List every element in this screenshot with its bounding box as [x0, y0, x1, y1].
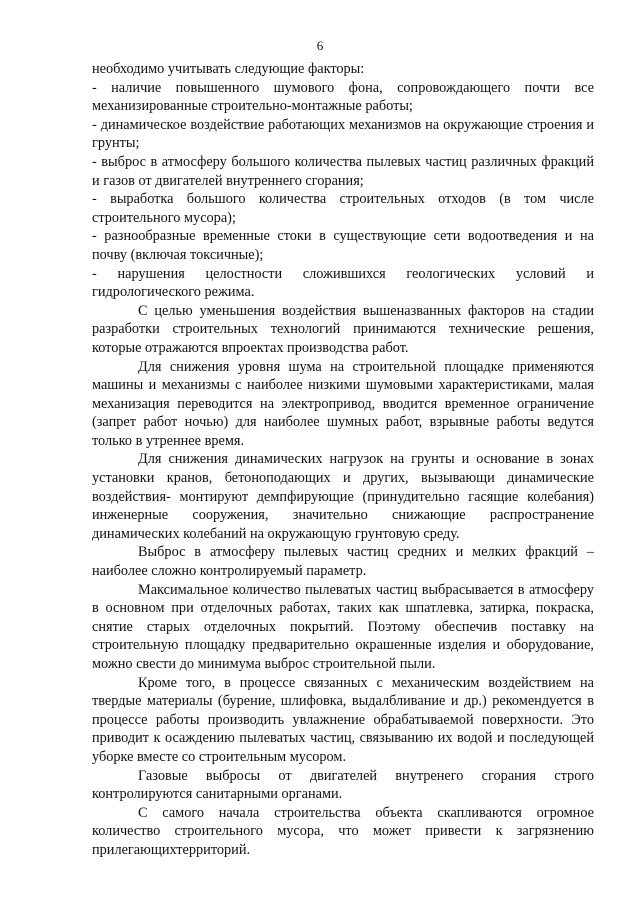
paragraph-finishing-works: Максимальное количество пылеватых частиц выбрасывается в атмосферу в основном при отделочных работах, таких как шпатлевка, затирка, покраска, снятие старых отделочных покрытий. Поэтому обеспечив поставку на строительную площадку предварительно окрашенные изделия и оборудование, можно свести до минимума выброс строительной пыли. — [92, 581, 594, 672]
list-item-construction-waste: - выработка большого количества строительных отходов (в том числе строительного мусора); — [92, 191, 594, 226]
paragraph-gas-emissions: Газовые выбросы от двигателей внутренего сгорания строго контролируются санитарными органами. — [92, 767, 594, 803]
paragraph-intro: необходимо учитывать следующие факторы: — [92, 61, 365, 77]
paragraph-dust-parameter: Выброс в атмосферу пылевых частиц средних и мелких фракций – наиболее сложно контролируемый параметр. — [92, 544, 594, 580]
paragraph-waste-accumulation: С самого начала строительства объекта скапливаются огромное количество строительного мусора, что может привести к загрязнению прилегающихтерриторий. — [92, 804, 594, 858]
body-text — [92, 60, 594, 860]
page-number: 6 — [316, 38, 324, 53]
paragraph-technology-decisions: С целью уменьшения воздействия вышеназванных факторов на стадии разработки строительных технологий принимаются технические решения, которые отражаются впроектах производства работ. — [92, 302, 594, 356]
list-item-geological-disruption: - нарушения целостности сложившихся геологических условий и гидрологического режима. — [92, 265, 594, 301]
list-item-noise: - наличие повышенного шумового фона, сопровождающего почти все механизированные строительно-монтажные работы; — [92, 79, 594, 115]
paragraph-dynamic-loads: Для снижения динамических нагрузок на грунты и основание в зонах установки кранов, бетоноподающих и других, вызывающи динамические воздействия- монтируют демпфирующие (принудительно гасящие колебания) инженерные сооружения, значительно снижающие распространение динамических колебаний на окружающую грунтовую среду. — [92, 451, 594, 542]
paragraph-moistening: Кроме того, в процессе связанных с механическим воздействием на твердые материалы (бурение, шлифовка, выдалбливание и др.) рекомендуется в процессе работы производить увлажнение обрабатываемой поверхности. Это приводит к осаждению пылеватых частиц, связыванию их водой и последующей уборке вместе со строительным мусором. — [92, 674, 594, 765]
list-item-dynamic-impact: - динамическое воздействие работающих механизмов на окружающие строения и грунты; — [92, 116, 594, 152]
paragraph-noise-reduction: Для снижения уровня шума на строительной площадке применяются машины и механизмы с наиболее низкими шумовыми характеристиками, малая механизация переводится на электропривод, вводится временное ограничение (запрет работ ночью) для наиболее шумных работ, взрывные работы ведутся только в утреннее время. — [92, 358, 594, 449]
list-item-dust-emission: - выброс в атмосферу большого количества пылевых частиц различных фракций и газов от двигателей внутреннего сгорания; — [92, 153, 594, 189]
list-item-temporary-runoff: - разнообразные временные стоки в существующие сети водоотведения и на почву (включая токсичные); — [92, 228, 594, 263]
